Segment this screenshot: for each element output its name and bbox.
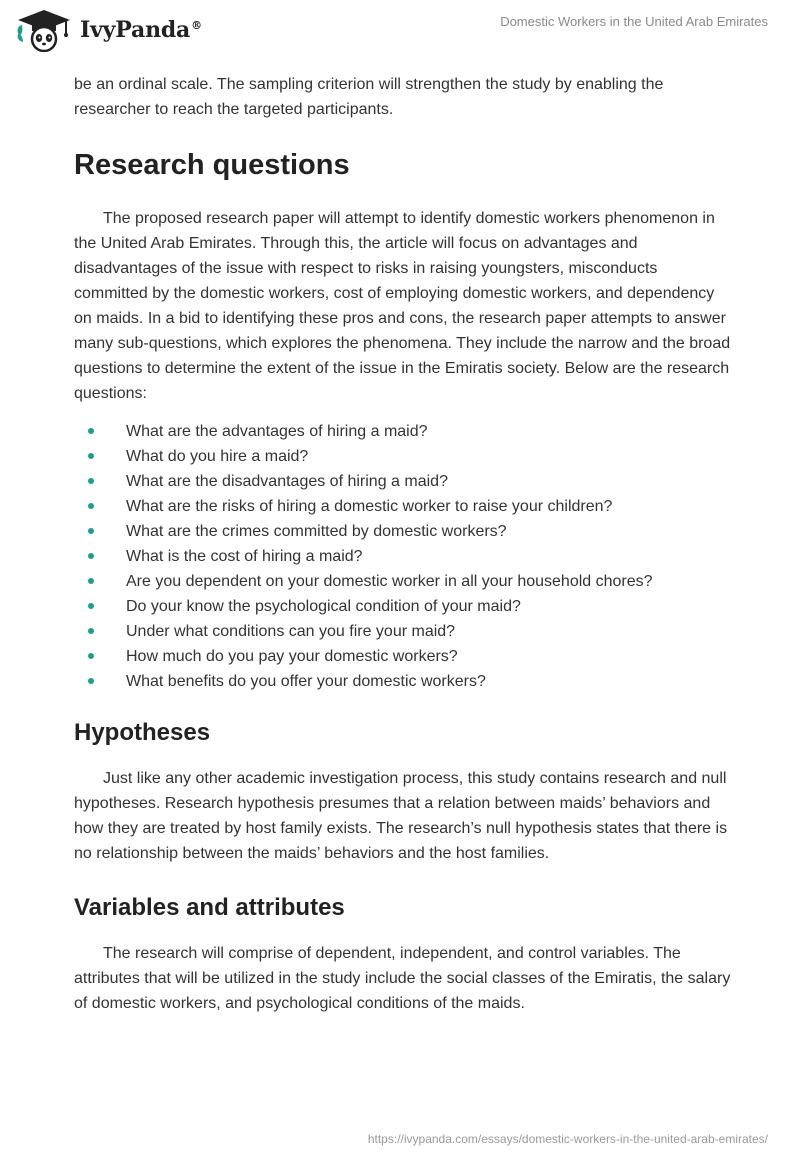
list-item: What are the risks of hiring a domestic worker to raise your children? bbox=[74, 494, 734, 519]
bullet-icon bbox=[88, 653, 94, 659]
list-item: How much do you pay your domestic workers? bbox=[74, 644, 734, 669]
list-item: What are the disadvantages of hiring a maid? bbox=[74, 469, 734, 494]
research-questions-list bbox=[74, 419, 734, 694]
list-item: What are the advantages of hiring a maid? bbox=[74, 419, 734, 444]
panda-graduate-icon bbox=[14, 8, 74, 52]
intro-paragraph: be an ordinal scale. The sampling criterion will strengthen the study by enabling the researcher to reach the targeted participants. bbox=[74, 76, 664, 118]
bullet-icon bbox=[88, 603, 94, 609]
document-title: Domestic Workers in the United Arab Emirates bbox=[500, 14, 768, 29]
list-item: Are you dependent on your domestic worker in all your household chores? bbox=[74, 569, 734, 594]
variables-paragraph: The research will comprise of dependent, independent, and control variables. The attributes that will be utilized in the study include the social classes of the Emiratis, the salary of domestic workers, and psychological conditions of the maids. bbox=[74, 945, 731, 1012]
bullet-icon bbox=[88, 678, 94, 684]
hypotheses-paragraph: Just like any other academic investigation process, this study contains research and null hypotheses. Research hypothesis presumes that a relation between maids’ behaviors and how they are treated by host family exists. The research’s null hypothesis states that there is no relationship between the maids’ behaviors and the host families. bbox=[74, 770, 728, 862]
bullet-icon bbox=[88, 428, 94, 434]
list-item: Do your know the psychological condition of your maid? bbox=[74, 594, 734, 619]
bullet-icon bbox=[88, 478, 94, 484]
brand-name: IvyPanda® bbox=[80, 17, 202, 43]
hypotheses-heading: Hypotheses bbox=[74, 719, 211, 746]
research-questions-paragraph: The proposed research paper will attempt to identify domestic workers phenomenon in the United Arab Emirates. Through this, the article will focus on advantages and disadvantages of the issue with respect to risks in raising youngsters, misconducts committed by the domestic workers, cost of employing domestic workers, and dependency on maids. In a bid to identifying these pros and cons, the research paper attempts to answer many sub-questions, which explores the phenomena. They include the narrow and the broad questions to determine the extent of the issue in the Emiratis society. Below are the research questions: bbox=[74, 210, 731, 402]
bullet-icon bbox=[88, 628, 94, 634]
bullet-icon bbox=[88, 453, 94, 459]
list-item: What is the cost of hiring a maid? bbox=[74, 544, 734, 569]
research-questions-heading: Research questions bbox=[74, 149, 350, 181]
bullet-icon bbox=[88, 553, 94, 559]
variables-heading: Variables and attributes bbox=[74, 894, 345, 921]
brand-logo[interactable] bbox=[14, 8, 202, 52]
source-url-link[interactable]: https://ivypanda.com/essays/domestic-workers-in-the-united-arab-emirates/ bbox=[367, 1132, 768, 1146]
article-body bbox=[74, 70, 734, 1016]
bullet-icon bbox=[88, 503, 94, 509]
bullet-icon bbox=[88, 578, 94, 584]
bullet-icon bbox=[88, 528, 94, 534]
page-header bbox=[0, 0, 800, 64]
list-item: Under what conditions can you fire your maid? bbox=[74, 619, 734, 644]
list-item: What benefits do you offer your domestic workers? bbox=[74, 669, 734, 694]
list-item: What do you hire a maid? bbox=[74, 444, 734, 469]
list-item: What are the crimes committed by domestic workers? bbox=[74, 519, 734, 544]
